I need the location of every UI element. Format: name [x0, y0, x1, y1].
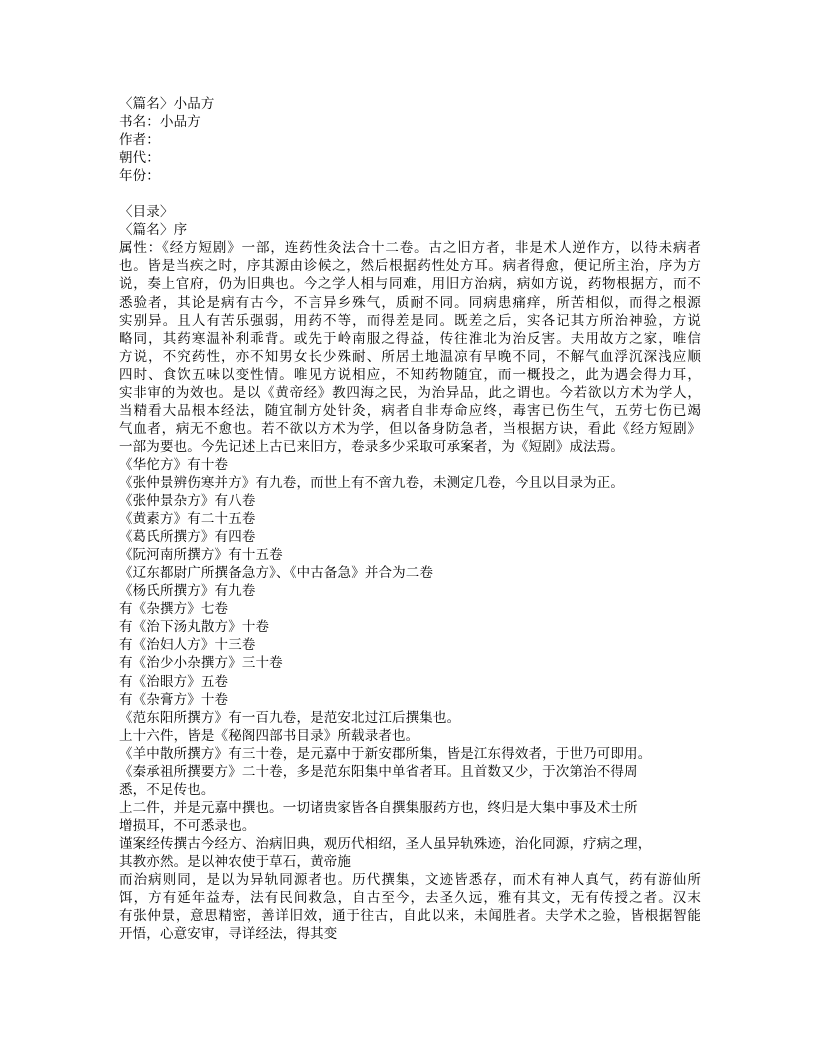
text-line: 有《治眼方》五卷 — [119, 673, 229, 690]
text-line: 有张仲景，意思精密，善详旧效，通于往古，自此以来，未闻胜者。夫学术之验，皆根据智能 — [119, 908, 701, 925]
text-line: 气血者，病无不愈也。若不欲以方术为学，但以备身防急者，当根据方诀，看此《经方短剧》 — [119, 420, 701, 437]
text-line: 《范东阳所撰方》有一百九卷，是范安北过江后撰集也。 — [119, 709, 461, 726]
text-line: 增损耳，不可悉录也。 — [119, 817, 256, 834]
text-line: 悉验者，其论是病有古今，不言异乡殊气，质耐不同。同病患痛痒，所苦相似，而得之根源 — [119, 294, 701, 311]
text-line: 实别异。且人有苦乐强弱，用药不等，而得差是同。既差之后，实各记其方所治神验，方说 — [119, 312, 701, 329]
text-line: 有《治下汤丸散方》十卷 — [119, 619, 270, 636]
text-line: 有《治妇人方》十三卷 — [119, 637, 256, 654]
text-line: 有《杂膏方》十卷 — [119, 691, 229, 708]
author-line: 作者： — [119, 132, 160, 149]
year-line: 年份： — [119, 168, 160, 185]
text-line: 当精看大品根本经法，随宜制方处针灸，病者自非寿命应终，毒害已伤生气，五劳七伤已竭 — [119, 402, 701, 419]
text-line: 《华佗方》有十卷 — [119, 456, 229, 473]
text-line: 上二件，并是元嘉中撰也。一切诸贵家皆各自撰集服药方也，终归是大集中事及术士所 — [119, 799, 638, 816]
text-line: 有《治少小杂撰方》三十卷 — [119, 655, 283, 672]
text-line: 说，奏上官府，仍为旧典也。今之学人相与同难，用旧方治病，病如方说，药物根据方，而不 — [119, 276, 701, 293]
text-line: 实非审的为效也。是以《黄帝经》教四海之民，为治异品，此之谓也。今若欲以方术为学人， — [119, 384, 701, 401]
toc-heading: 〈目录〉 — [119, 204, 174, 221]
text-line: 属性：《经方短剧》一部，连药性灸法合十二卷。古之旧方者，非是术人逆作方，以待未病者 — [119, 240, 701, 257]
text-line: 谨案经传撰古今经方、治病旧典，观历代相绍，圣人虽异轨殊迹，治化同源，疗病之理， — [119, 835, 652, 852]
text-line: 《张仲景杂方》有八卷 — [119, 493, 256, 510]
book-name-line: 书名：小品方 — [119, 114, 201, 131]
text-line: 方说，不究药性，亦不知男女长少殊耐、所居土地温凉有早晚不同，不解气血浮沉深浅应顺 — [119, 348, 701, 365]
dynasty-line: 朝代： — [119, 150, 160, 167]
text-line: 上十六件，皆是《秘阁四部书目录》所载录者也。 — [119, 727, 420, 744]
text-line: 其教亦然。是以神农使于草石，黄帝施 — [119, 853, 352, 870]
text-line: 而治病则同，是以为异轨同源者也。历代撰集，文迹皆悉存，而术有神人真气，药有游仙所 — [119, 872, 701, 889]
text-line: 开悟，心意安审，寻详经法，得其变 — [119, 926, 338, 943]
title-tag-line: 〈篇名〉小品方 — [119, 96, 215, 112]
text-line: 一部为要也。今先记述上古已来旧方，卷录多少采取可承案者，为《短剧》成法焉。 — [119, 438, 625, 455]
text-line: 《葛氏所撰方》有四卷 — [119, 529, 256, 546]
text-line: 《辽东都尉广所撰备急方》、《中古备急》并合为二卷 — [119, 565, 434, 582]
text-line: 《阮河南所撰方》有十五卷 — [119, 547, 283, 564]
text-line: 悉，不足传也。 — [119, 781, 215, 798]
text-line: 饵，方有延年益寿，法有民间救急，自古至今，去圣久远，雅有其文，无有传授之者。汉末 — [119, 890, 701, 907]
text-line: 《羊中散所撰方》有三十卷，是元嘉中于新安郡所集，皆是江东得效者，于世乃可即用。 — [119, 745, 652, 762]
text-line: 《黄素方》有二十五卷 — [119, 511, 256, 528]
text-line: 四时、食饮五味以变性情。唯见方说相应，不知药物随宜，而一概投之，此为遇会得力耳， — [119, 366, 701, 383]
text-line: 《秦承祖所撰要方》二十卷，多是范东阳集中单省者耳。且首数又少，于次第治不得周 — [119, 763, 638, 780]
text-line: 略同，其药寒温补利乖背。或先于岭南服之得益，传往淮北为治反害。夫用故方之家，唯信 — [119, 330, 701, 347]
text-line: 《张仲景辨伤寒并方》有九卷，而世上有不啻九卷，未测定几卷，今且以目录为正。 — [119, 474, 625, 491]
blank-line — [119, 185, 701, 203]
section-title-tag: 〈篇名〉序 — [119, 222, 188, 239]
text-line: 有《杂撰方》七卷 — [119, 601, 229, 618]
text-line: 也。皆是当疾之时，序其源由诊候之，然后根据药性处方耳。病者得愈，便记所主治，序为方 — [119, 258, 701, 275]
text-line: 《杨氏所撰方》有九卷 — [119, 583, 256, 600]
document-page — [119, 95, 701, 943]
